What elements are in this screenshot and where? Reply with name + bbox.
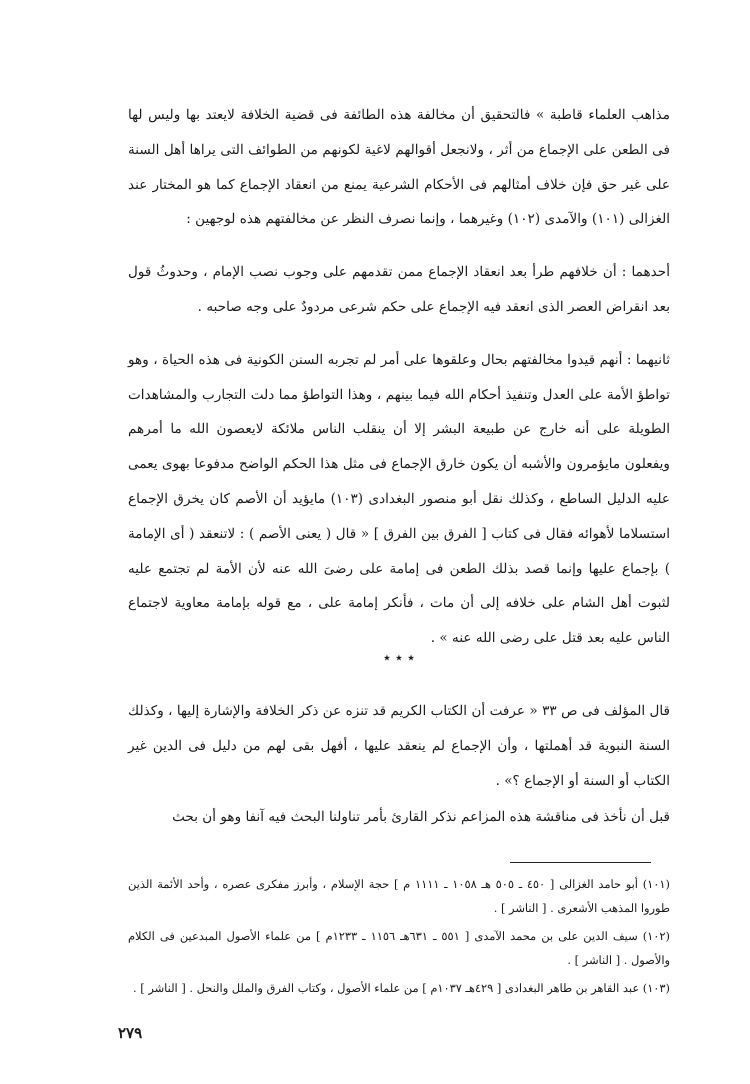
paragraph: قبل أن نأخذ فى مناقشة هذه المزاعم نذكر القارئ بأمر تناولنا البحث فيه آنفا وهو أن بحث — [172, 809, 670, 825]
main-text — [128, 98, 670, 656]
quote-block — [128, 694, 670, 798]
paragraph: ثانيهما : أنهم قيدوا مخالفتهم بحال وعلقوها على أمر لم تجربه السنن الكونية فى هذه الحياة ، وهو تواطؤ الأمة على العدل وتنفيذ أحكام الله فيما بينهم ، وهذا التواطؤ مما دلت التجارب والمشاهدات الطويلة على أنه خارج عن طبيعة البشر إلا أن ينقلب الناس ملائكة لايعصون الله ما أمرهم ويفعلون مايؤمرون والأشبه أن يكون خارق الإجماع فى مثل هذا الحكم الواضح مدفوعا بهوى يعمى عليه الدليل الساطع ، وكذلك نقل أبو منصور البغدادى (١٠٣) مايؤيد أن الأصم كان يخرق الإجماع استسلاما لأهوائه فقال فى كتاب [ الفرق بين الفرق ] « قال ( يعنى الأصم ) : لاتنعقد ( أى الإمامة ) بإجماع عليها وإنما قصد بذلك الطعن فى إمامة على رضىَ الله عنه لأن الأمة لم تجتمع عليه لثبوت أهل الشام على خلافه إلى أن مات ، فأنكر إمامة على ، مع قوله بإمامة معاوية لاجتماع الناس عليه بعد قتل على رضى الله عنه » . — [128, 351, 670, 647]
page-number: ٢٧٩ — [118, 1024, 143, 1042]
paragraph: أحدهما : أن خلافهم طرأ بعد انعقاد الإجماع ممن تقدمهم على وجوب نصب الإمام ، وحدوثُ قول بعد انقراض العصر الذى انعقد فيه الإجماع على حكم شرعى مردودٌ على وجه صاحبه . — [128, 264, 670, 315]
footnote-divider — [510, 862, 651, 863]
closing-block — [128, 800, 670, 835]
footnote: (١٠٢) سيف الدين على بن محمد الآمدى [ ٥٥١ ـ ٦٣١هـ ١١٥٦ ـ ١٢٣٣م ] من علماء الأصول المبدعين فى الكلام والأصول . [ الناشر ] . — [128, 929, 670, 967]
footnote: (١٠١) أبو حامد الغزالى [ ٤٥٠ ـ ٥٠٥ هـ ١٠٥٨ ـ ١١١١ م ] حجة الإسلام ، وأبرز مفكرى عصره ، وأحد الأئمة الذين طوروا المذهب الأشعرى . [ الناشر ] . — [128, 877, 670, 915]
footnote: (١٠٣) عبد القاهر بن طاهر البغدادى [ ٤٢٩هـ ١٠٣٧م ] من علماء الأصول ، وكتاب الفرق والملل والنحل . [ الناشر ] . — [133, 981, 670, 995]
paragraph: مذاهب العلماء قاطبة » فالتحقيق أن مخالفة هذه الطائفة فى قضية الخلافة لايعتد بها وليس لها فى الطعن على الإجماع من أثر ، ولانجعل أقوالهم لاغية لكونهم من الطوائف التى يراها أهل السنة على غير حق فإن خلاف أمثالهم فى الأحكام الشرعية يمنع من انعقاد الإجماع كما هو المختار عند الغزالى (١٠١) والآمدى (١٠٢) وغيرهما ، وإنما نصرف النظر عن مخالفتهم هذه لوجهين : — [128, 107, 670, 228]
footnotes — [128, 872, 670, 1004]
section-separator: ٭ ٭ ٭ — [383, 650, 415, 666]
paragraph: قال المؤلف فى ص ٣٣ « عرفت أن الكتاب الكريم قد تنزه عن ذكر الخلافة والإشارة إليها ، وكذلك السنة النبوية قد أهملتها ، وأن الإجماع لم ينعقد عليها ، أفهل بقى لهم من دليل فى الدين غير الكتاب أو السنة أو الإجماع ؟» . — [128, 703, 671, 789]
